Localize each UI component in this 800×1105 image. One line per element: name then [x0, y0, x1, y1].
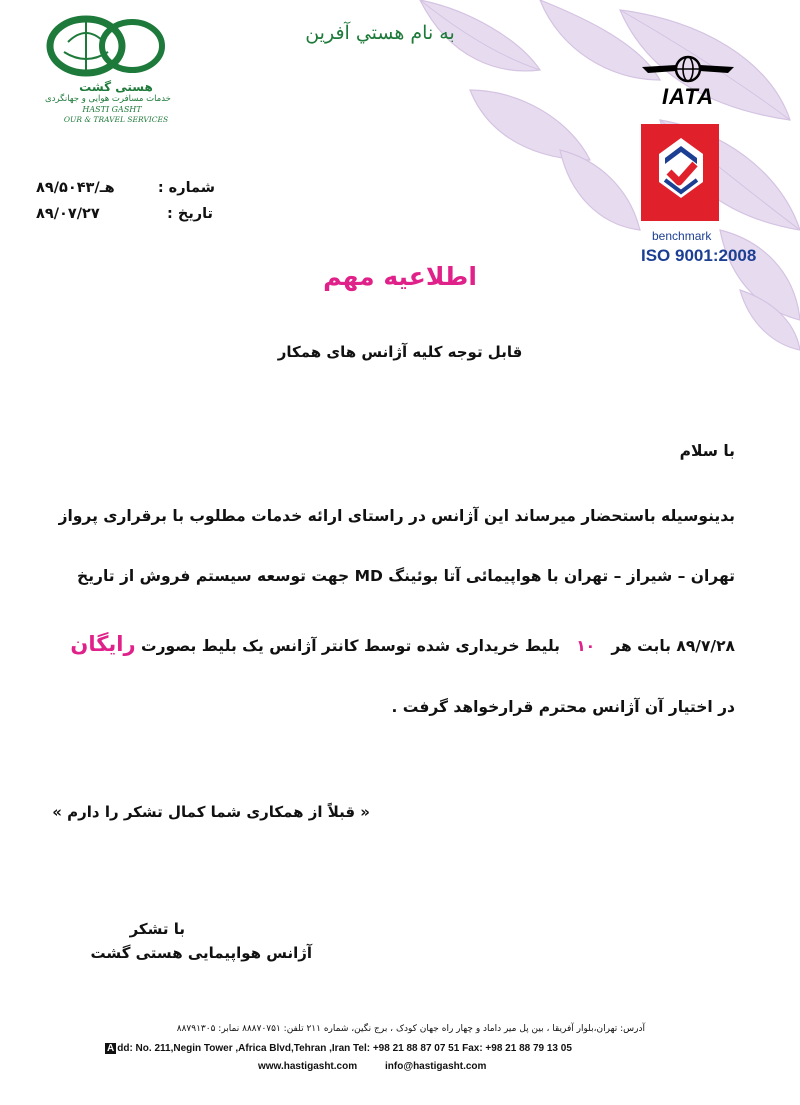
address-initial: A — [107, 1043, 115, 1054]
iata-label: IATA — [661, 84, 715, 109]
date-value: ۸۹/۰۷/۲۷ — [36, 206, 100, 222]
logo-name-fa: هستی گشت — [79, 80, 153, 94]
body-line-3-middle: بلیط خریداری شده توسط کانتر آژانس یک بلیط بصورت — [141, 637, 560, 655]
company-logo — [28, 14, 188, 124]
free-highlight: رایگان — [70, 632, 136, 656]
bismillah-heading: به نام هستي آفرين — [305, 22, 455, 44]
footer-address-en — [105, 1043, 572, 1054]
logo-subtitle-fa: خدمات مسافرت هوایی و جهانگردی — [45, 94, 171, 104]
greeting: با سلام — [679, 442, 735, 460]
website-link[interactable]: www.hastigasht.com — [258, 1061, 358, 1072]
closing-line: « قبلاً از همکاری شما کمال تشکر را دارم » — [52, 803, 370, 821]
iata-logo — [640, 52, 736, 110]
signature-agency: آژانس هواپیمایی هستی گشت — [90, 944, 312, 962]
logo-subtitle-en: OUR & TRAVEL SERVICES — [63, 115, 169, 124]
body-line-1: بدینوسیله باستحضار میرساند این آژانس در راستای ارائه خدمات مطلوب با برقراری پرواز — [58, 507, 735, 525]
footer-address-en-text: dd: No. 211,Negin Tower ,Africa Blvd,Tehran ,Iran Tel: +98 21 88 87 07 51 Fax: +98 21 88 79 13 05 — [117, 1043, 572, 1054]
number-label: شماره : — [157, 180, 215, 196]
iata-globe-icon — [640, 52, 736, 86]
email-link[interactable]: info@hastigasht.com — [385, 1061, 487, 1072]
letter-subject: قابل توجه کلیه آژانس های همکار — [277, 343, 523, 361]
ticket-count: ۱۰ — [576, 637, 596, 655]
body-line-3-start: ۸۹/۷/۲۸ بابت هر — [611, 637, 735, 655]
benchmark-label: benchmark — [652, 229, 712, 243]
body-line-2: تهران – شیراز – تهران با هواپیمائی آتا بوئینگ MD جهت توسعه سیستم فروش از تاریخ — [77, 567, 735, 585]
footer-address-fa: آدرس: تهران،بلوار آفریقا ، بین پل میر داماد و چهار راه جهان کودک ، برج نگین، شماره ۲۱۱ تلفن: ۸۸۸۷۰۷۵۱ نمابر: ۸۸۷۹۱۳۰۵ — [176, 1024, 645, 1034]
benchmark-check-icon — [641, 124, 719, 221]
body-line-4: در اختیار آن آژانس محترم قرارخواهد گرفت . — [391, 698, 735, 716]
date-label: تاریخ : — [167, 206, 213, 222]
logo-name-en: HASTI GASHT — [82, 105, 142, 114]
signature-thanks: با تشکر — [129, 920, 185, 938]
body-line-3 — [70, 632, 735, 656]
benchmark-logo — [641, 124, 719, 221]
globe-logo-icon — [28, 14, 188, 80]
number-value: ۸۹/۵۰۴۳/هـ — [36, 180, 115, 196]
iso-label: ISO 9001:2008 — [641, 246, 757, 265]
page-title: اطلاعیه مهم — [323, 262, 477, 291]
